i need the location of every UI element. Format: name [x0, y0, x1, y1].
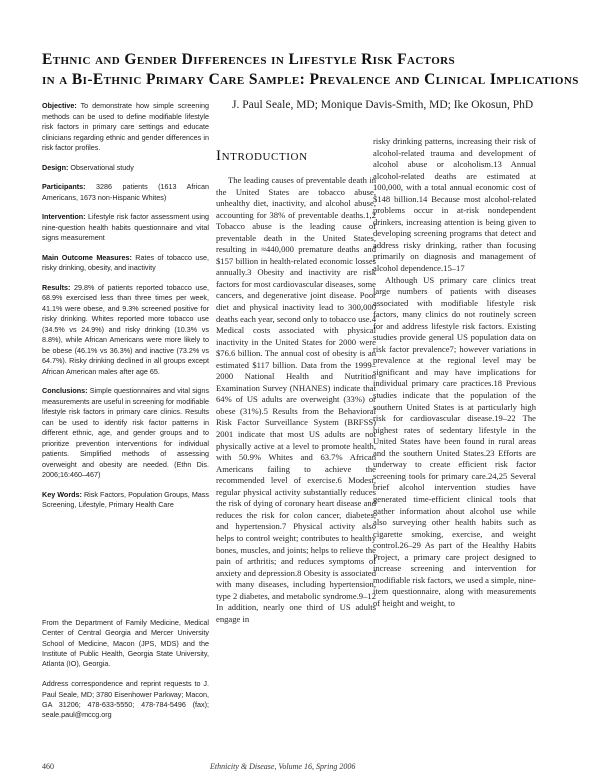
- abstract-label: Main Outcome Measures:: [42, 252, 132, 262]
- section-heading: Introduction: [216, 148, 308, 164]
- abstract-keywords: [42, 490, 209, 511]
- affiliation-block: [42, 618, 209, 731]
- abstract-participants: [42, 182, 209, 203]
- correspondence-text: Address correspondence and reprint requests to J. Paul Seale, MD; 3780 Eisenhower Parkway; Macon, GA 31206; 478-633-5550; 478-784-5496 (fax); seale.paul@mccg.org: [42, 679, 209, 720]
- abstract: [42, 101, 209, 520]
- body-paragraph: Although US primary care clinics treat large numbers of patients with diseases associated with modifiable lifestyle risk factors, many clinics do not routinely screen for and address lifestyle risk factors. Existing studies provide general US population data on risk factor prevalence7; however variations in prevalence at the regional level may be significant and may have implications for individual primary care practices.18 Previous studies indicate that the population of the southern United States is at particularly high risk for cardiovascular disease.19–22 The highest rates of sedentary lifestyle in the United States have been found in rural areas and the southern United States.23 Efforts are underway to create efficient risk factor screening tools for primary care.24,25 Several brief alcohol intervention studies have generated time-efficient clinical tools that gather information about alcohol use while also surveying other health habits such as cigarette smoking, exercise, and weight control.26–29 As part of the Healthy Habits Project, a primary care project designed to increase screening and intervention for modifiable risk factors, we used a simple, nine-item questionnaire, along with measurements of height and weight, to: [373, 274, 536, 608]
- page-number: 460: [42, 762, 54, 771]
- abstract-conclusions: [42, 386, 209, 481]
- abstract-text: Risk Factors, Population Groups, Mass Screening, Lifestyle, Primary Health Care: [42, 489, 209, 509]
- abstract-text: Observational study: [68, 162, 134, 172]
- abstract-label: Objective:: [42, 101, 77, 110]
- abstract-text: Lifestyle risk factor assessment using nine-question health habits questionnaire and vital signs measurement: [42, 212, 209, 242]
- author-list: J. Paul Seale, MD; Monique Davis-Smith, MD; Ike Okosun, PhD: [232, 99, 534, 111]
- abstract-label: Intervention:: [42, 212, 86, 221]
- abstract-text: 29.8% of patients reported tobacco use, 68.9% exercised less than three times per week, 41.1% were obese, and 9.3% screened positive for risky drinking. Whites reported more tobacco use (34.5% vs 24.9%) and risky drinking (10.3% vs 8.8%), while African Americans were more likely to be obese (46.1% vs 36.3%) and inactive (73.2% vs 64.7%). Risky drinking declined in all groups except African American males after age 65.: [42, 282, 209, 376]
- article-title: [42, 50, 579, 90]
- title-line-1: Ethnic and Gender Differences in Lifestyle Risk Factors: [42, 51, 456, 68]
- abstract-text: Simple questionnaires and vital signs measurements are useful in screening for modifiable lifestyle risk factors in primary care clinics. Results can be used to identify risk factor patterns in different ethnic, age, and gender groups and to prioritize prevention interventions for individual patients. Simplified methods of assessing overweight and obesity are needed. (Ethn Dis. 2006;16:460–467): [42, 386, 209, 479]
- body-paragraph: The leading causes of preventable death in the United States are tobacco abuse, unhealthy diet, inactivity, and alcohol abuse, accounting for 38% of preventable deaths.1,2 Tobacco abuse is the leading cause of preventable death in the United States, resulting in ≈440,000 premature deaths and $157 billion in health-related economic losses annually.3 Obesity and inactivity are risk factors for most cardiovascular diseases, some cancers, and degenerative joint disease. Poor diet and physical inactivity lead to 300,000 deaths each year, second only to tobacco use.4 Medical costs associated with physical inactivity in the United States for 2000 were $76.6 billion. The annual cost of obesity is an estimated $117 billion. Data from the 1999–2000 National Health and Nutrition Examination Survey (NHANES) indicate that 64% of US adults are overweight (33%) or obese (31%).5 Results from the Behavioral Risk Factor Surveillance System (BRFSS) 2001 indicate that most US adults are not physically active at a level to promote health, with 50.9% Whites and 63.7% African Americans failing to achieve the recommended level of exercise.6 Modest, regular physical activity substantially reduces the risk of dying of coronary heart disease and reduces the risk for colon cancer, diabetes, and hypertension.7 Physical activity also helps to control weight; contributes to healthy bones, muscles, and joints; helps to relieve the pain of arthritis; and reduces symptoms of anxiety and depression.8 Obesity is associated with many diseases, including hypertension, type 2 diabetes, and metabolic syndrome.9–12 In addition, nearly one third of US adults engage in: [216, 175, 376, 624]
- abstract-intervention: [42, 212, 209, 244]
- body-paragraph: risky drinking patterns, increasing their risk of alcohol-related trauma and development of alcohol abuse or alcoholism.13 Annual alcohol-related deaths are estimated at 100,000, with a total annual economic cost of $148 billion.14 Because most alcohol-related problems occur in at-risk nondependent drinkers, increasing attention is being given to developing screening programs that detect and address risky drinking, rather than focusing primarily on diagnosis and management of alcohol dependence.15–17: [373, 136, 536, 274]
- body-column-2: [373, 136, 536, 609]
- abstract-label: Results:: [42, 282, 71, 292]
- title-line-2: in a Bi-Ethnic Primary Care Sample: Prevalence and Clinical Implications: [42, 71, 579, 88]
- abstract-label: Key Words:: [42, 489, 82, 499]
- abstract-design: [42, 163, 209, 174]
- abstract-text: 3286 patients (1613 African Americans, 1673 non-Hispanic Whites): [42, 182, 209, 202]
- abstract-label: Conclusions:: [42, 386, 88, 395]
- affiliation-text: From the Department of Family Medicine, Medical Center of Central Georgia and Mercer University School of Medicine, Macon (JPS, MDS) and the Institute of Public Health, Georgia State University, Atlanta (IO), Georgia.: [42, 618, 209, 669]
- abstract-label: Participants:: [42, 182, 86, 191]
- abstract-text: Rates of tobacco use, risky drinking, obesity, and inactivity: [42, 252, 209, 272]
- abstract-outcomes: [42, 253, 209, 274]
- abstract-objective: [42, 101, 209, 154]
- abstract-results: [42, 283, 209, 378]
- abstract-text: To demonstrate how simple screening methods can be used to define modifiable lifestyle risk factors in primary care settings and educate clinicians regarding ethnic and gender differences in risk factor profiles.: [42, 101, 209, 152]
- abstract-label: Design:: [42, 162, 69, 172]
- body-column-1: [216, 136, 376, 625]
- journal-citation: Ethnicity & Disease, Volume 16, Spring 2006: [210, 762, 356, 771]
